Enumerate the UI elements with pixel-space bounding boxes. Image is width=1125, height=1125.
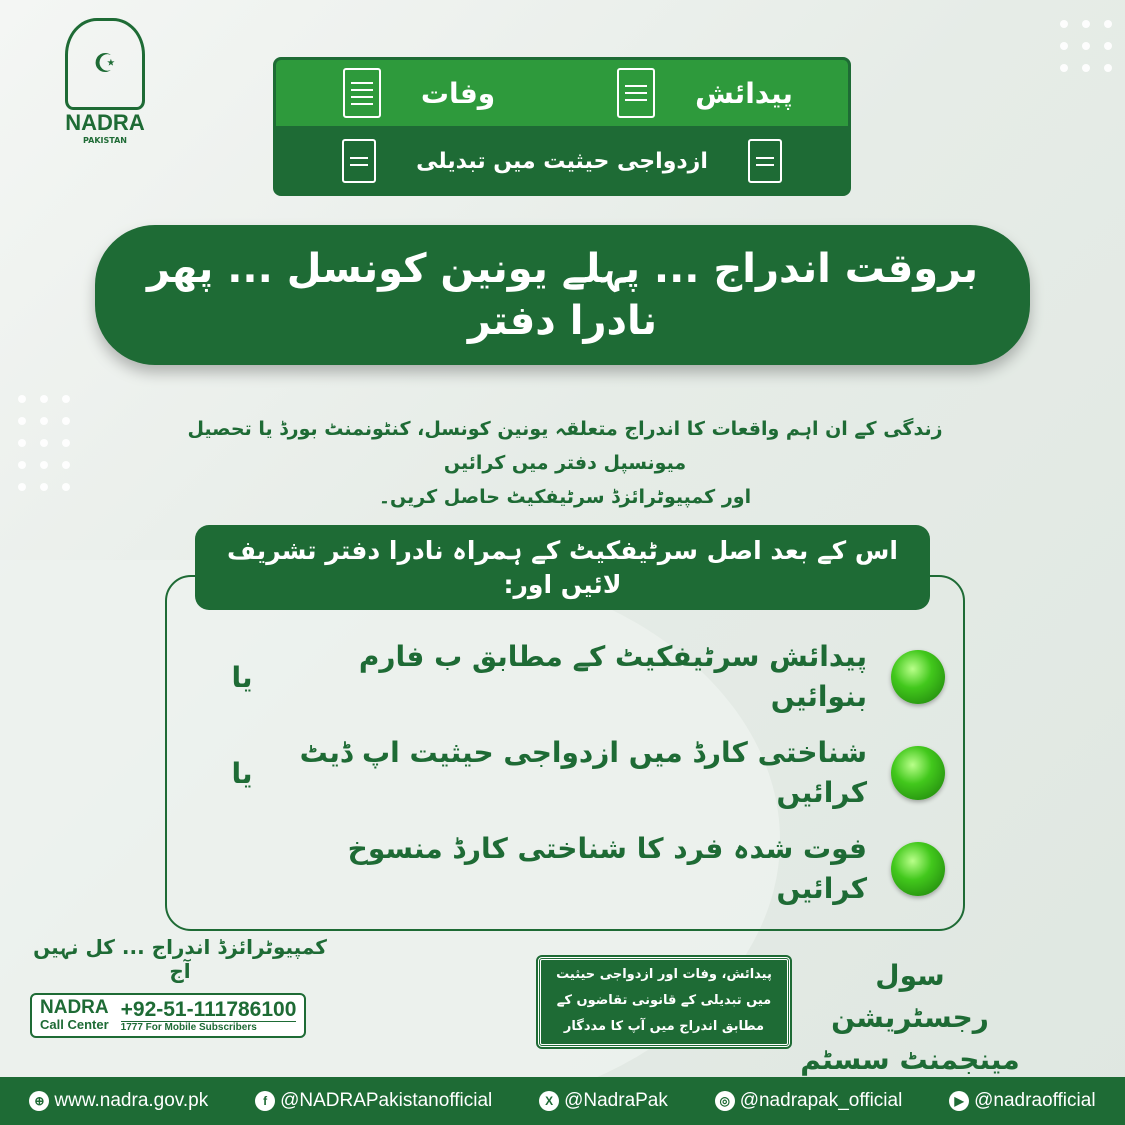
footer-link-website[interactable]	[29, 1090, 208, 1112]
decorative-dots	[18, 395, 70, 491]
marriage-document-icon	[748, 139, 782, 183]
list-item	[217, 829, 945, 909]
logo-country: PAKISTAN	[83, 136, 127, 145]
crms-title-line: سول رجسٹریشن	[831, 959, 989, 1034]
list-item	[217, 637, 945, 717]
slogan: کمپیوٹرائزڈ اندراج ... کل نہیں آج	[33, 935, 327, 983]
main-banner	[95, 225, 1030, 365]
emblem-icon: ☪	[65, 18, 145, 110]
or-label: یا	[231, 756, 253, 790]
call-center-label: Call Center	[40, 1017, 109, 1032]
crms-title-line: مینجمنٹ سسٹم	[800, 1043, 1020, 1076]
list-item-text: فوت شدہ فرد کا شناختی کارڈ منسوخ کرائیں	[347, 832, 867, 905]
globe-icon: ⊕	[29, 1091, 49, 1111]
marital-label: ازدواجی حیثیت میں تبدیلی	[416, 148, 708, 174]
bullet-icon	[891, 842, 945, 896]
death-cell	[276, 60, 562, 126]
crms-description-box	[538, 957, 790, 1047]
banner-text: بروقت اندراج ... پہلے یونین کونسل ... پھر نادرا دفتر	[146, 246, 979, 344]
footer-link-text: @nadraofficial	[974, 1090, 1096, 1111]
decorative-dots	[1060, 20, 1112, 72]
instagram-icon: ◎	[715, 1091, 735, 1111]
steps-box	[165, 575, 965, 931]
document-icon	[343, 68, 381, 118]
footer-social-bar	[0, 1077, 1125, 1125]
facebook-icon: f	[255, 1091, 275, 1111]
paragraph-line: زندگی کے ان اہم واقعات کا اندراج متعلقہ یونین کونسل، کنٹونمنٹ بورڈ یا تحصیل میونسپل دفتر میں کرائیں	[187, 418, 943, 474]
description-line: پیدائش، وفات اور ازدواجی حیثیت	[556, 967, 772, 982]
footer-link-text: @NADRAPakistanofficial	[280, 1090, 493, 1111]
crms-title	[795, 955, 1025, 1081]
list-item-text: پیدائش سرٹیفکیٹ کے مطابق ب فارم بنوائیں	[358, 640, 867, 713]
list-item-text: شناختی کارڈ میں ازدواجی حیثیت اپ ڈیٹ کرائیں	[299, 736, 867, 809]
info-paragraph	[160, 412, 970, 514]
list-item	[217, 733, 945, 813]
person-document-icon	[342, 139, 376, 183]
mobile-number-note: 1777 For Mobile Subscribers	[121, 1021, 297, 1033]
call-center-brand: NADRA	[40, 997, 109, 1018]
logo-name: NADRA	[65, 110, 145, 135]
footer-link-youtube[interactable]	[949, 1090, 1095, 1112]
footer-link-text: @nadrapak_official	[739, 1090, 903, 1111]
or-label: یا	[231, 660, 253, 694]
bullet-icon	[891, 650, 945, 704]
x-icon: X	[539, 1091, 559, 1111]
birth-label: پیدائش	[695, 76, 793, 110]
nadra-logo	[55, 18, 155, 145]
paragraph-line: اور کمپیوٹرائزڈ سرٹیفکیٹ حاصل کریں۔	[378, 486, 752, 508]
bullet-icon	[891, 746, 945, 800]
footer-link-x[interactable]	[539, 1090, 668, 1112]
birth-cell	[562, 60, 848, 126]
birth-certificate-icon	[617, 68, 655, 118]
phone-number[interactable]: +92-51-111786100	[120, 997, 297, 1021]
event-types-box	[273, 57, 851, 196]
steps-header-text: اس کے بعد اصل سرٹیفکیٹ کے ہمراہ نادرا دفتر تشریف لائیں اور:	[227, 535, 898, 599]
footer-link-text: @NadraPak	[564, 1090, 668, 1111]
description-line: مطابق اندراج میں آپ کا مددگار	[563, 1019, 765, 1034]
description-line: میں تبدیلی کے قانونی تقاضوں کے	[556, 993, 772, 1008]
footer-link-text: www.nadra.gov.pk	[54, 1090, 209, 1111]
death-label: وفات	[420, 76, 496, 110]
marital-cell	[276, 129, 848, 193]
footer-link-instagram[interactable]	[715, 1090, 903, 1112]
call-center-box	[30, 993, 306, 1038]
steps-header	[195, 525, 930, 610]
youtube-icon: ▶	[949, 1091, 969, 1111]
footer-link-facebook[interactable]	[255, 1090, 492, 1112]
